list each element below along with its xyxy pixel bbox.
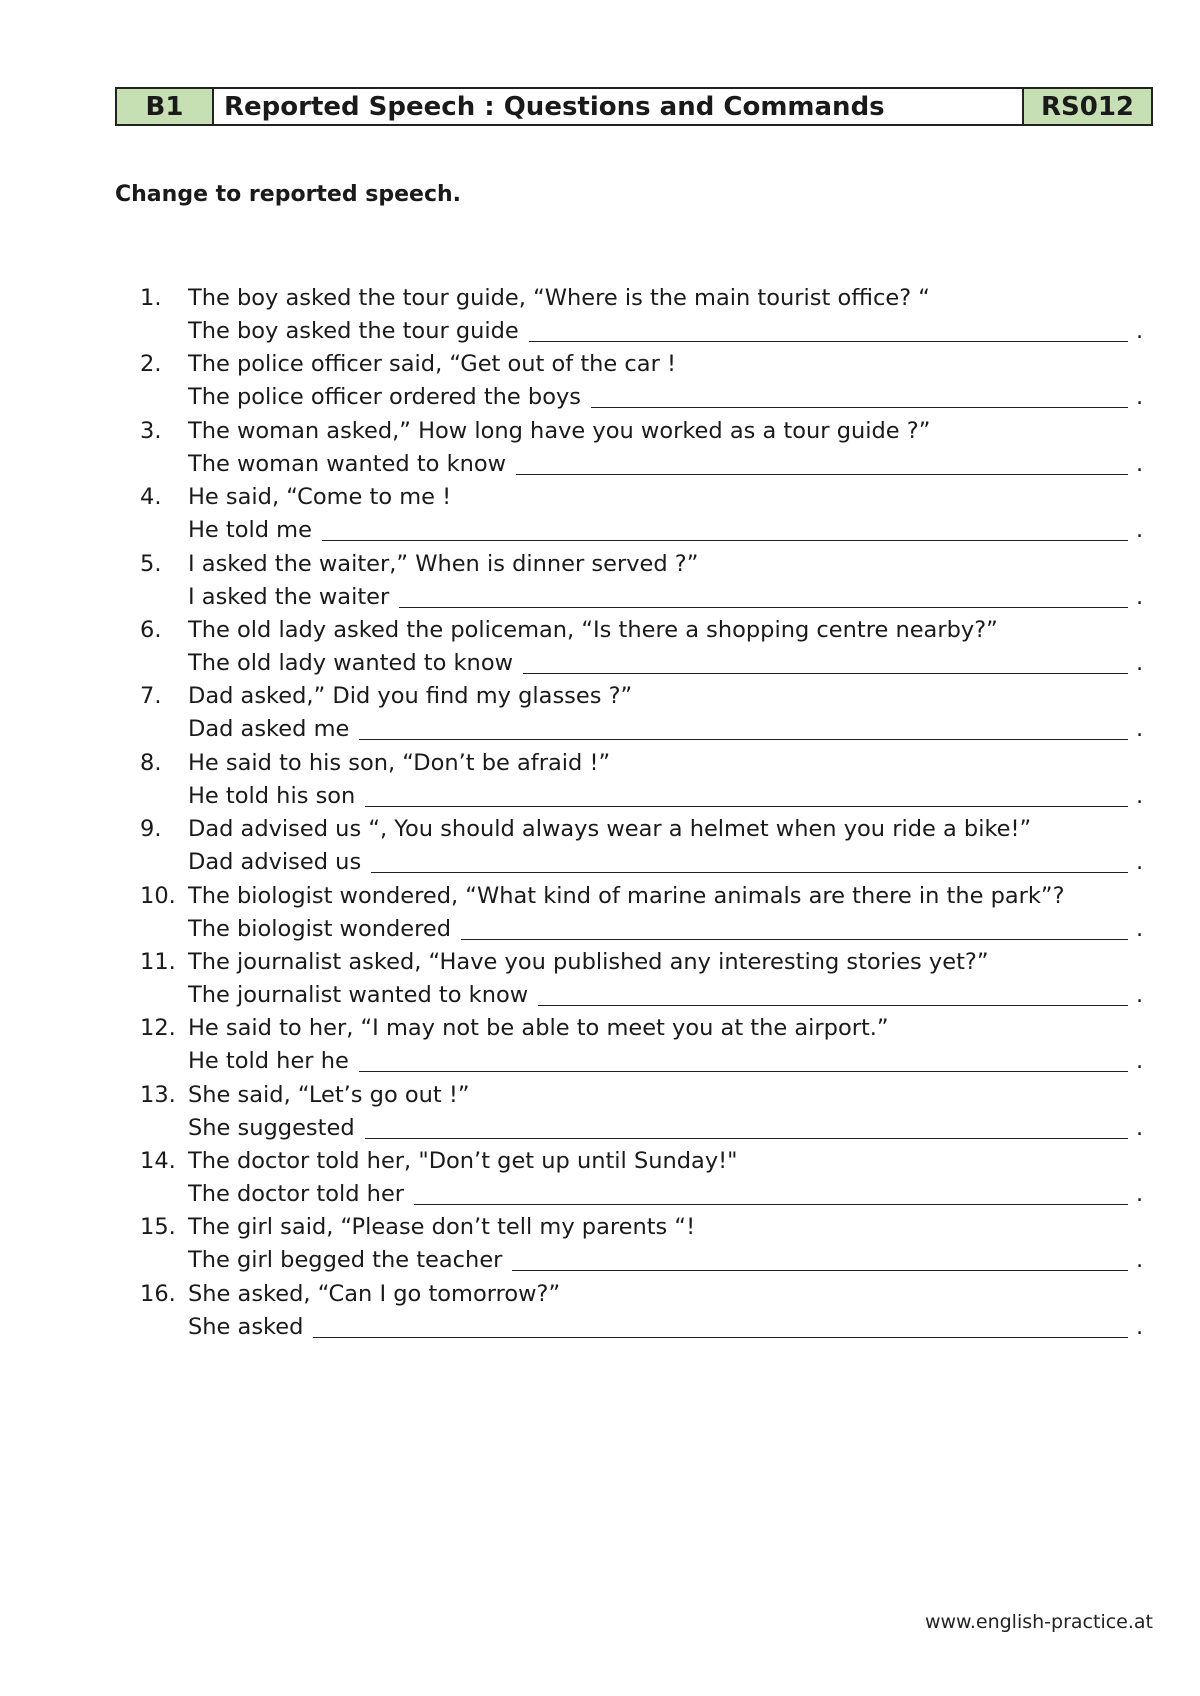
answer-blank[interactable] (371, 850, 1128, 873)
exercise-item (140, 946, 1150, 1012)
exercise-answer-line (140, 448, 1150, 481)
exercise-question: The biologist wondered, “What kind of marine animals are there in the park”? (188, 882, 1065, 909)
exercise-answer-line (140, 1244, 1150, 1277)
answer-period: . (1136, 981, 1144, 1008)
exercise-number: 6. (140, 616, 162, 643)
exercise-number: 1. (140, 285, 162, 311)
exercise-item (140, 614, 1150, 680)
exercise-number: 2. (140, 351, 162, 378)
exercise-question: Dad advised us “, You should always wear a helmet when you ride a bike!” (188, 816, 1032, 843)
exercise-item (140, 1079, 1150, 1145)
exercise-answer-line (140, 1112, 1150, 1145)
exercise-question: The woman asked,” How long have you worked as a tour guide ?” (188, 417, 931, 444)
exercise-item (140, 1278, 1150, 1344)
exercise-number: 11. (140, 948, 176, 975)
exercise-question: He said to his son, “Don’t be afraid !” (188, 749, 611, 776)
exercise-number: 4. (140, 484, 162, 511)
answer-blank[interactable] (512, 1248, 1128, 1271)
exercise-number: 10. (140, 882, 176, 909)
exercise-number: 16. (140, 1280, 176, 1307)
answer-prompt: She asked (188, 1313, 304, 1340)
exercise-question: She said, “Let’s go out !” (188, 1081, 470, 1108)
answer-prompt: He told me (188, 517, 312, 544)
exercise-number: 15. (140, 1214, 176, 1241)
answer-prompt: The boy asked the tour guide (188, 318, 519, 344)
answer-prompt: Dad asked me (188, 716, 350, 743)
answer-period: . (1136, 1048, 1144, 1075)
exercise-number: 3. (140, 417, 162, 444)
worksheet-header (115, 87, 1153, 126)
answer-period: . (1136, 517, 1144, 544)
exercise-answer-line (140, 1178, 1150, 1211)
exercise-number: 12. (140, 1015, 176, 1042)
answer-period: . (1136, 1247, 1144, 1274)
exercise-question: The doctor told her, "Don’t get up until Sunday!" (188, 1148, 738, 1175)
answer-prompt: He told her he (188, 1048, 349, 1075)
exercise-answer-line (140, 514, 1150, 547)
exercise-answer-line (140, 1045, 1150, 1078)
exercise-number: 9. (140, 816, 162, 843)
exercise-question: The old lady asked the policeman, “Is there a shopping centre nearby?” (188, 616, 998, 643)
answer-period: . (1136, 849, 1144, 876)
exercise-question: He said to her, “I may not be able to meet you at the airport.” (188, 1015, 889, 1042)
exercise-question: She asked, “Can I go tomorrow?” (188, 1280, 561, 1307)
exercise-item (140, 813, 1150, 879)
answer-blank[interactable] (461, 917, 1128, 940)
exercise-item (140, 1211, 1150, 1277)
answer-blank[interactable] (313, 1315, 1128, 1338)
answer-blank[interactable] (322, 518, 1128, 541)
answer-period: . (1136, 915, 1144, 942)
exercise-question: The boy asked the tour guide, “Where is the main tourist office? “ (188, 285, 930, 311)
exercise-question: Dad asked,” Did you find my glasses ?” (188, 683, 633, 710)
exercise-number: 8. (140, 749, 162, 776)
exercise-item (140, 415, 1150, 481)
answer-prompt: She suggested (188, 1114, 355, 1141)
answer-period: . (1136, 450, 1144, 477)
answer-blank[interactable] (516, 452, 1128, 475)
answer-blank[interactable] (365, 784, 1128, 807)
answer-period: . (1136, 1181, 1144, 1208)
answer-blank[interactable] (529, 319, 1128, 342)
exercise-answer-line (140, 1311, 1150, 1344)
exercise-item (140, 1145, 1150, 1211)
worksheet-code: RS012 (1024, 89, 1151, 124)
exercise-answer-line (140, 780, 1150, 813)
instruction-text: Change to reported speech. (115, 182, 462, 207)
answer-prompt: He told his son (188, 782, 356, 809)
exercise-question: The police officer said, “Get out of the car ! (188, 351, 677, 378)
answer-period: . (1136, 1114, 1144, 1141)
answer-period: . (1136, 384, 1144, 411)
exercise-item (140, 282, 1150, 348)
exercise-answer-line (140, 315, 1150, 348)
answer-blank[interactable] (359, 717, 1128, 740)
answer-prompt: The biologist wondered (188, 915, 451, 942)
answer-blank[interactable] (365, 1116, 1128, 1139)
exercise-item (140, 548, 1150, 614)
exercise-item (140, 481, 1150, 547)
exercise-number: 5. (140, 550, 162, 577)
answer-prompt: The police officer ordered the boys (188, 384, 581, 411)
exercise-item (140, 747, 1150, 813)
exercise-question: He said, “Come to me ! (188, 484, 452, 511)
answer-period: . (1136, 583, 1144, 610)
exercise-number: 14. (140, 1148, 176, 1175)
answer-prompt: The doctor told her (188, 1181, 405, 1208)
exercise-answer-line (140, 381, 1150, 414)
exercise-item (140, 680, 1150, 746)
exercise-answer-line (140, 846, 1150, 879)
answer-prompt: The woman wanted to know (188, 450, 507, 477)
exercise-number: 13. (140, 1081, 176, 1108)
exercise-question: The girl said, “Please don’t tell my parents “! (188, 1214, 696, 1241)
answer-blank[interactable] (414, 1182, 1128, 1205)
exercise-question: The journalist asked, “Have you published any interesting stories yet?” (188, 948, 989, 975)
exercise-answer-line (140, 647, 1150, 680)
answer-blank[interactable] (538, 983, 1128, 1006)
exercise-answer-line (140, 913, 1150, 946)
exercise-item (140, 1012, 1150, 1078)
exercise-number: 7. (140, 683, 162, 710)
exercise-answer-line (140, 979, 1150, 1012)
exercise-question: I asked the waiter,” When is dinner served ?” (188, 550, 699, 577)
answer-period: . (1136, 782, 1144, 809)
footer-url: www.english-practice.at (924, 1611, 1153, 1633)
answer-prompt: Dad advised us (188, 849, 362, 876)
answer-blank[interactable] (591, 385, 1128, 408)
answer-period: . (1136, 649, 1144, 676)
answer-prompt: The journalist wanted to know (188, 981, 529, 1008)
answer-prompt: I asked the waiter (188, 583, 390, 610)
answer-prompt: The old lady wanted to know (188, 649, 513, 676)
exercise-item (140, 348, 1150, 414)
answer-blank[interactable] (523, 651, 1128, 674)
answer-blank[interactable] (359, 1049, 1128, 1072)
exercise-answer-line (140, 713, 1150, 746)
answer-blank[interactable] (399, 585, 1128, 608)
exercise-list (140, 282, 1150, 1344)
worksheet-title: Reported Speech : Questions and Commands (214, 89, 1024, 124)
answer-period: . (1136, 318, 1144, 344)
answer-prompt: The girl begged the teacher (188, 1247, 503, 1274)
exercise-answer-line (140, 581, 1150, 614)
answer-period: . (1136, 1313, 1144, 1340)
level-badge: B1 (117, 89, 214, 124)
exercise-item (140, 880, 1150, 946)
answer-period: . (1136, 716, 1144, 743)
